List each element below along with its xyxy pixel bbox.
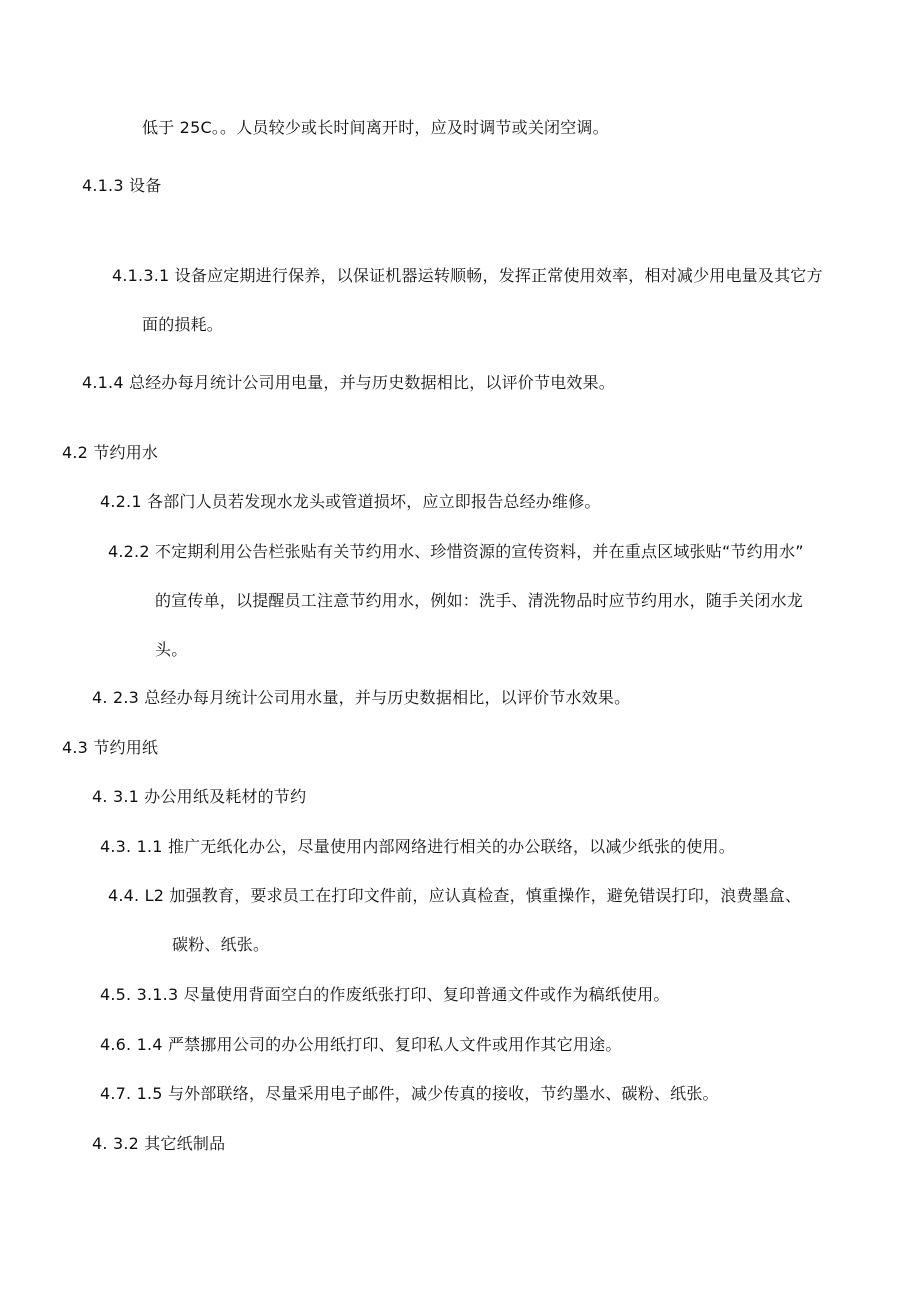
text-line-11: 4. 2.3 总经办每月统计公司用水量，并与历史数据相比，以评价节水效果。 — [92, 688, 631, 707]
section-heading-4-3: 4.3 节约用纸 — [62, 738, 159, 757]
text-line-20: 4. 3.2 其它纸制品 — [92, 1134, 226, 1153]
text-line-13: 4. 3.1 办公用纸及耗材的节约 — [92, 787, 307, 806]
text-line-5: 4.1.4 总经办每月统计公司用电量，并与历史数据相比，以评价节电效果。 — [82, 373, 615, 392]
text-line-18: 4.6. 1.4 严禁挪用公司的办公用纸打印、复印私人文件或用作其它用途。 — [100, 1035, 622, 1054]
text-line-4: 面的损耗。 — [142, 315, 224, 334]
text-line-10: 头。 — [155, 640, 188, 659]
text-line-17: 4.5. 3.1.3 尽量使用背面空白的作废纸张打印、复印普通文件或作为稿纸使用。 — [100, 985, 670, 1004]
text-line-7: 4.2.1 各部门人员若发现水龙头或管道损坏，应立即报告总经办维修。 — [100, 492, 601, 511]
text-line-3: 4.1.3.1 设备应定期进行保养，以保证机器运转顺畅，发挥正常使用效率，相对减少用电量及其它方 — [112, 266, 823, 285]
text-line-8: 4.2.2 不定期利用公告栏张贴有关节约用水、珍惜资源的宣传资料，并在重点区域张贴“节约用水” — [108, 542, 804, 561]
section-heading-4-1-3: 4.1.3 设备 — [82, 176, 162, 195]
text-line-14: 4.3. 1.1 推广无纸化办公，尽量使用内部网络进行相关的办公联络，以减少纸张的使用。 — [100, 837, 735, 856]
text-line-1: 低于 25C。。人员较少或长时间离开时，应及时调节或关闭空调。 — [142, 118, 609, 137]
text-line-9: 的宣传单，以提醒员工注意节约用水，例如：洗手、清洗物品时应节约用水，随手关闭水龙 — [155, 591, 804, 610]
text-line-15: 4.4. L2 加强教育，要求员工在打印文件前，应认真检查，慎重操作，避免错误打印，浪费墨盒、 — [108, 886, 802, 905]
section-heading-4-2: 4.2 节约用水 — [62, 443, 159, 462]
text-line-19: 4.7. 1.5 与外部联络，尽量采用电子邮件，减少传真的接收，节约墨水、碳粉、纸张。 — [100, 1084, 719, 1103]
text-line-16: 碳粉、纸张。 — [172, 935, 270, 954]
